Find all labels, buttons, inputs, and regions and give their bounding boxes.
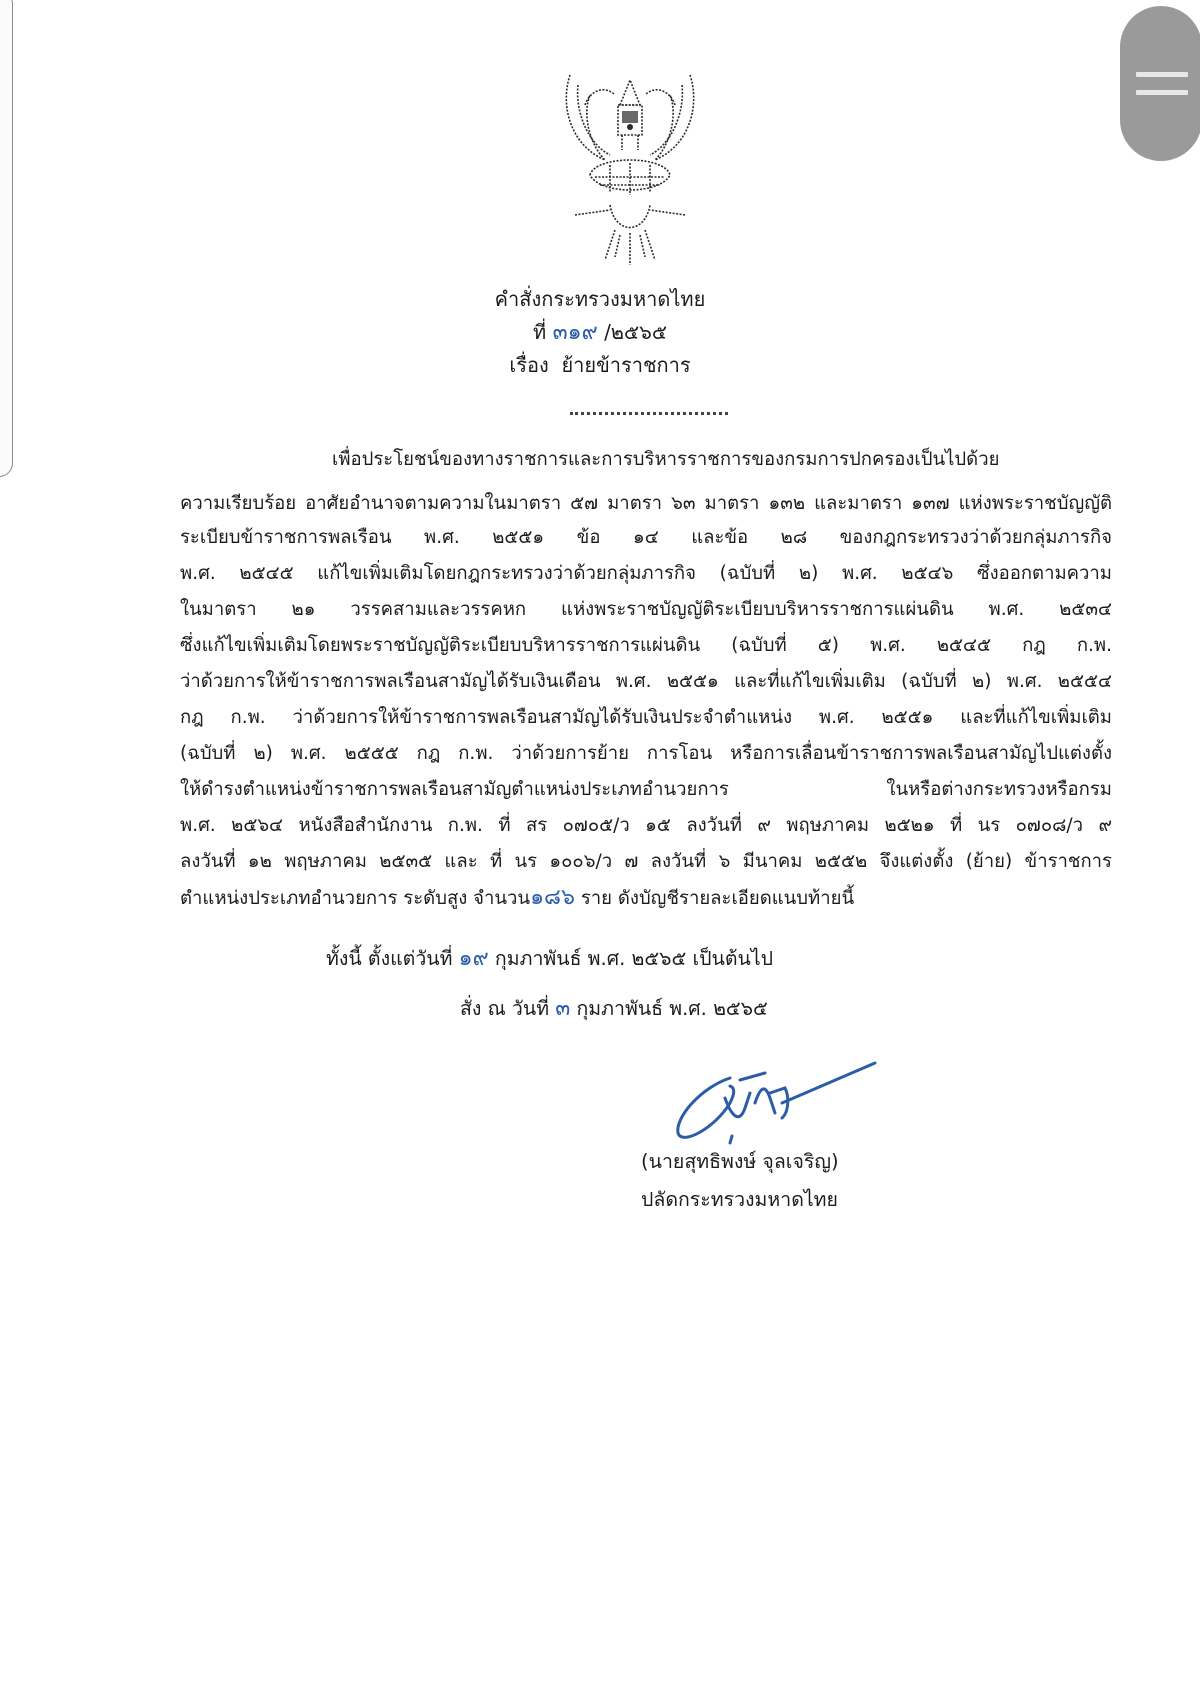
order-number-year: /๒๕๖๕ — [604, 320, 667, 344]
body-line: ว่าด้วยการให้ข้าราชการพลเรือนสามัญได้รับเงินเดือน พ.ศ. ๒๕๕๑ และที่แก้ไขเพิ่มเติม (ฉบับที่ ๒) พ.ศ. ๒๕๕๔ — [180, 671, 1112, 692]
effective-suffix: กุมภาพันธ์ พ.ศ. ๒๕๖๕ เป็นต้นไป — [488, 947, 774, 970]
drag-handle-icon — [1136, 72, 1188, 77]
scroll-handle[interactable] — [1120, 6, 1200, 161]
body-line: ความเรียบร้อย อาศัยอำนาจตามความในมาตรา ๕๗ มาตรา ๖๓ มาตรา ๑๓๒ และมาตรา ๑๓๗ แห่งพระราชบัญญัติ — [180, 493, 1112, 514]
body-line: ระเบียบข้าราชการพลเรือน พ.ศ. ๒๕๕๑ ข้อ ๑๔ และข้อ ๒๘ ของกฎกระทรวงว่าด้วยกลุ่มภารกิจ — [180, 527, 1112, 548]
effective-prefix: ทั้งนี้ ตั้งแต่วันที่ — [326, 947, 459, 970]
handwritten-order-number: ๓๑๙ — [552, 320, 598, 345]
order-date-suffix: กุมภาพันธ์ พ.ศ. ๒๕๖๕ — [570, 997, 768, 1020]
order-number — [0, 317, 1200, 348]
garuda-emblem-icon — [560, 65, 700, 270]
subject-label: เรื่อง — [509, 353, 549, 377]
document-title: คำสั่งกระทรวงมหาดไทย — [494, 287, 706, 311]
body-line: (ฉบับที่ ๒) พ.ศ. ๒๕๕๕ กฎ ก.พ. ว่าด้วยการย้าย การโอน หรือการเลื่อนข้าราชการพลเรือนสามัญไปแต่งตั้ง — [180, 743, 1112, 764]
count-prefix: ตำแหน่งประเภทอำนวยการ ระดับสูง จำนวน — [180, 888, 531, 909]
body-line: ลงวันที่ ๑๒ พฤษภาคม ๒๕๓๕ และ ที่ นร ๑๐๐๖/ว ๗ ลงวันที่ ๖ มีนาคม ๒๕๕๒ จึงแต่งตั้ง (ย้าย) ข้าราชการ — [180, 851, 1112, 872]
count-suffix: ราย ดังบัญชีรายละเอียดแนบท้ายนี้ — [574, 888, 855, 909]
drag-handle-icon — [1136, 90, 1188, 95]
handwritten-count: ๑๘๖ — [530, 885, 575, 910]
body-line: พ.ศ. ๒๕๖๔ หนังสือสำนักงาน ก.พ. ที่ สร ๐๗๐๕/ว ๑๕ ลงวันที่ ๙ พฤษภาคม ๒๕๒๑ ที่ นร ๐๗๐๘/ว ๙ — [180, 815, 1112, 836]
body-line: ในมาตรา ๒๑ วรรคสามและวรรคหก แห่งพระราชบัญญัติระเบียบบริหารราชการแผ่นดิน พ.ศ. ๒๕๓๔ — [180, 599, 1112, 620]
order-number-prefix: ที่ — [533, 320, 547, 344]
previous-page-edge[interactable] — [0, 0, 13, 477]
signatory-title: ปลัดกระทรวงมหาดไทย — [641, 1188, 838, 1211]
handwritten-effective-day: ๑๙ — [458, 946, 489, 971]
body-line-last — [180, 884, 1112, 913]
handwritten-order-day: ๓ — [555, 996, 571, 1021]
header-separator — [570, 408, 728, 415]
order-date-line — [460, 994, 768, 1024]
effective-date-line — [326, 944, 773, 974]
body-line: เพื่อประโยชน์ของทางราชการและการบริหารราชการของกรมการปกครองเป็นไปด้วย — [332, 449, 1000, 470]
signature — [670, 1058, 880, 1148]
body-line: กฎ ก.พ. ว่าด้วยการให้ข้าราชการพลเรือนสามัญได้รับเงินประจำตำแหน่ง พ.ศ. ๒๕๕๑ และที่แก้ไขเพิ่มเติม — [180, 707, 1112, 728]
subject-text: ย้ายข้าราชการ — [561, 353, 691, 377]
signatory-name: (นายสุทธิพงษ์ จุลเจริญ) — [641, 1150, 839, 1173]
body-line: พ.ศ. ๒๕๔๕ แก้ไขเพิ่มเติมโดยกฎกระทรวงว่าด้วยกลุ่มภารกิจ (ฉบับที่ ๒) พ.ศ. ๒๕๔๖ ซึ่งออกตามความ — [180, 563, 1112, 584]
order-date-prefix: สั่ง ณ วันที่ — [460, 997, 556, 1020]
subject-line — [0, 350, 1200, 380]
body-line: ให้ดำรงตำแหน่งข้าราชการพลเรือนสามัญตำแหน่งประเภทอำนวยการ ในหรือต่างกระทรวงหรือกรม — [180, 779, 1112, 800]
body-line: ซึ่งแก้ไขเพิ่มเติมโดยพระราชบัญญัติระเบียบบริหารราชการแผ่นดิน (ฉบับที่ ๕) พ.ศ. ๒๕๔๕ กฎ ก.พ. — [180, 635, 1112, 656]
